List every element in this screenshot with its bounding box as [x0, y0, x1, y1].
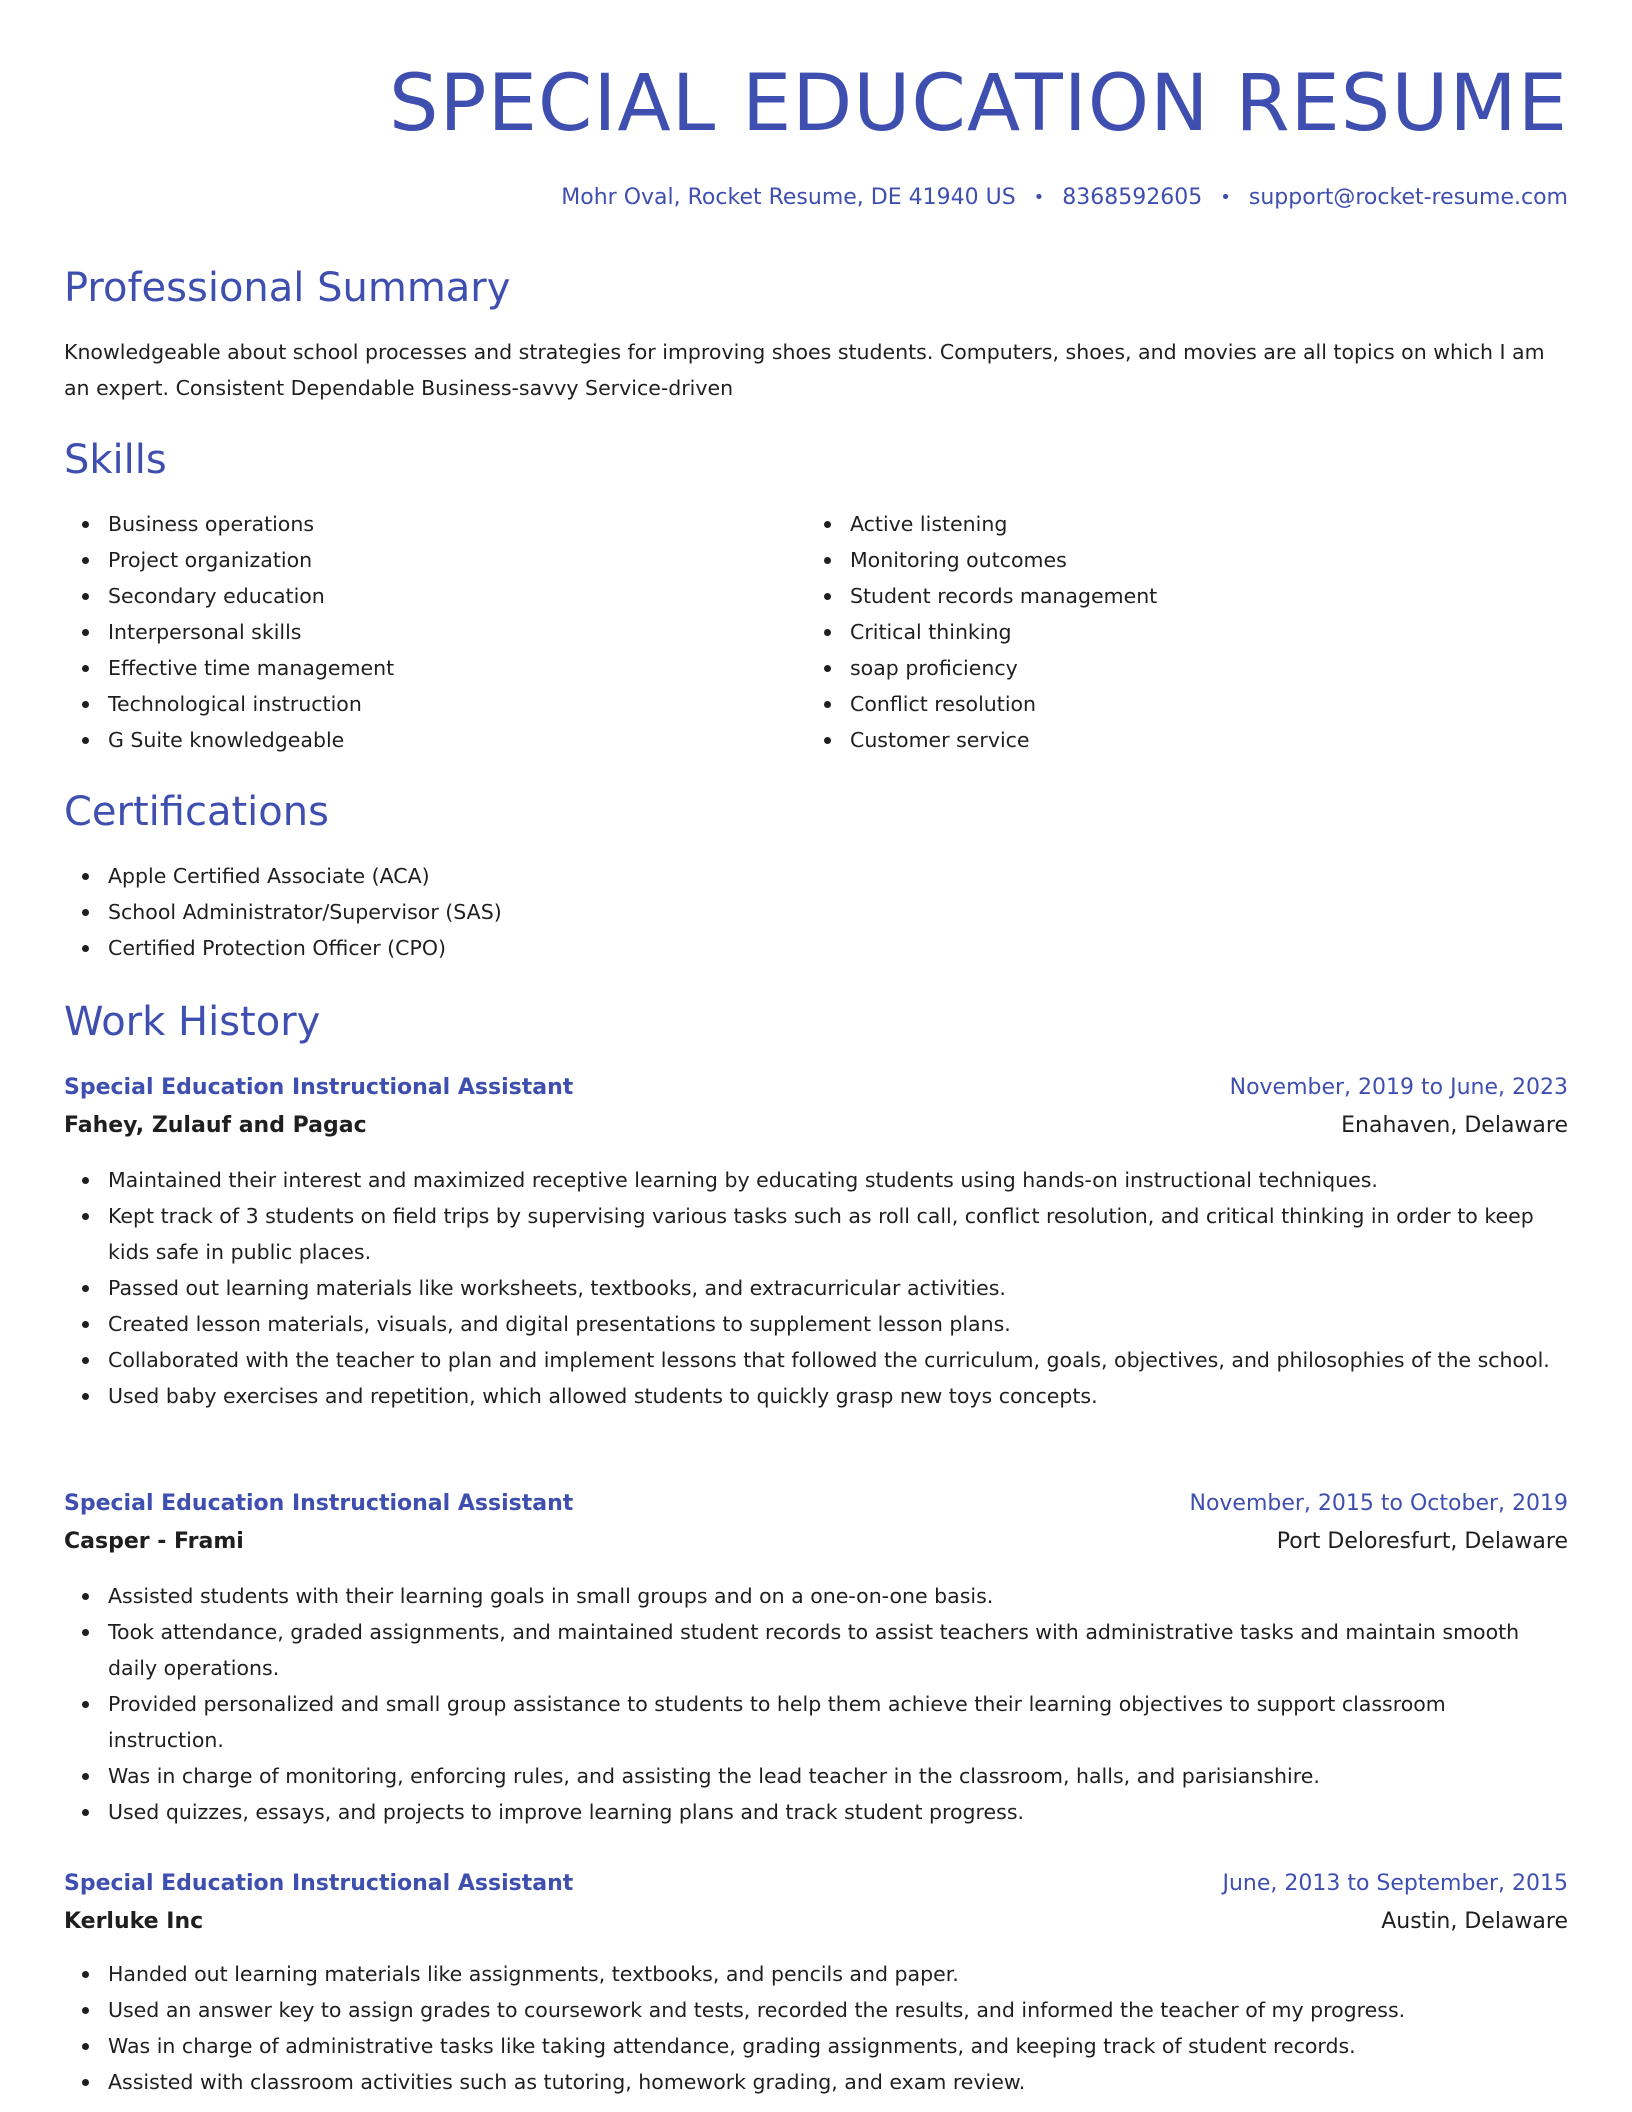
- job-location: Enahaven, Delaware: [1341, 1113, 1568, 1138]
- job-bullet: Used quizzes, essays, and projects to improve learning plans and track student progress.: [64, 1794, 1568, 1830]
- skills-heading: Skills: [64, 437, 167, 483]
- resume-page: [64, 0, 1568, 2112]
- job-dates: November, 2019 to June, 2023: [1229, 1075, 1568, 1100]
- skill-item: Customer service: [806, 722, 1546, 758]
- job-location: Port Deloresfurt, Delaware: [1276, 1529, 1568, 1554]
- skill-item: Business operations: [64, 506, 804, 542]
- summary-heading: Professional Summary: [64, 265, 511, 311]
- skill-item: Monitoring outcomes: [806, 542, 1546, 578]
- skills-list-right: [806, 506, 1546, 758]
- certifications-list: [64, 858, 1568, 966]
- skill-item: Secondary education: [64, 578, 804, 614]
- skill-item: Technological instruction: [64, 686, 804, 722]
- skill-item: Effective time management: [64, 650, 804, 686]
- job-company: Casper - Frami: [64, 1529, 244, 1554]
- job-bullets: [64, 1578, 1568, 1830]
- job-bullet: Took attendance, graded assignments, and maintained student records to assist teachers with administrative tasks and maintain smooth daily operations.: [64, 1614, 1568, 1686]
- skill-item: Critical thinking: [806, 614, 1546, 650]
- certification-item: Apple Certified Associate (ACA): [64, 858, 1568, 894]
- certifications-heading: Certifications: [64, 789, 329, 835]
- job-bullet: Was in charge of monitoring, enforcing rules, and assisting the lead teacher in the classroom, halls, and parisianshire.: [64, 1758, 1568, 1794]
- skill-item: Project organization: [64, 542, 804, 578]
- job-title: Special Education Instructional Assistant: [64, 1075, 574, 1100]
- job-bullet: Collaborated with the teacher to plan and implement lessons that followed the curriculum, goals, objectives, and philosophies of the school.: [64, 1342, 1568, 1378]
- job-bullets: [64, 1956, 1568, 2100]
- job-bullet: Used baby exercises and repetition, which allowed students to quickly grasp new toys concepts.: [64, 1378, 1568, 1414]
- job-bullet: Created lesson materials, visuals, and digital presentations to supplement lesson plans.: [64, 1306, 1568, 1342]
- skill-item: Student records management: [806, 578, 1546, 614]
- job-header: [64, 1070, 1568, 1148]
- job-bullet: Kept track of 3 students on field trips by supervising various tasks such as roll call, conflict resolution, and critical thinking in order to keep kids safe in public places.: [64, 1198, 1568, 1270]
- job-title: Special Education Instructional Assistant: [64, 1871, 574, 1896]
- job-dates: November, 2015 to October, 2019: [1189, 1491, 1568, 1516]
- skills-list-left: [64, 506, 804, 758]
- work-history-heading: Work History: [64, 999, 321, 1045]
- resume-title: SPECIAL EDUCATION RESUME: [389, 59, 1568, 149]
- job-bullet: Assisted students with their learning goals in small groups and on a one-on-one basis.: [64, 1578, 1568, 1614]
- job-header: [64, 1866, 1568, 1944]
- skill-item: soap proficiency: [806, 650, 1546, 686]
- job-bullet: Assisted with classroom activities such as tutoring, homework grading, and exam review.: [64, 2064, 1568, 2100]
- contact-email[interactable]: support@rocket-resume.com: [1248, 185, 1568, 210]
- contact-separator: •: [1220, 187, 1231, 208]
- summary-text: Knowledgeable about school processes and strategies for improving shoes students. Computers, shoes, and movies are all topics on which I am an expert. Consistent Dependable Business-savvy Service-driven: [64, 340, 1545, 400]
- job-company: Fahey, Zulauf and Pagac: [64, 1113, 367, 1138]
- contact-line: [561, 182, 1568, 214]
- skill-item: Active listening: [806, 506, 1546, 542]
- job-bullets: [64, 1162, 1568, 1414]
- job-title: Special Education Instructional Assistant: [64, 1491, 574, 1516]
- job-bullet: Was in charge of administrative tasks like taking attendance, grading assignments, and keeping track of student records.: [64, 2028, 1568, 2064]
- job-dates: June, 2013 to September, 2015: [1222, 1871, 1568, 1896]
- skill-item: G Suite knowledgeable: [64, 722, 804, 758]
- job-bullet: Handed out learning materials like assignments, textbooks, and pencils and paper.: [64, 1956, 1568, 1992]
- contact-separator: •: [1033, 187, 1045, 208]
- skill-item: Interpersonal skills: [64, 614, 804, 650]
- skill-item: Conflict resolution: [806, 686, 1546, 722]
- certification-item: School Administrator/Supervisor (SAS): [64, 894, 1568, 930]
- job-bullet: Provided personalized and small group assistance to students to help them achieve their learning objectives to support classroom instruction.: [64, 1686, 1568, 1758]
- job-bullet: Used an answer key to assign grades to coursework and tests, recorded the results, and informed the teacher of my progress.: [64, 1992, 1568, 2028]
- contact-address: Mohr Oval, Rocket Resume, DE 41940 US: [561, 185, 1016, 210]
- job-location: Austin, Delaware: [1381, 1909, 1568, 1934]
- job-bullet: Passed out learning materials like worksheets, textbooks, and extracurricular activities.: [64, 1270, 1568, 1306]
- certification-item: Certified Protection Officer (CPO): [64, 930, 1568, 966]
- contact-phone: 8368592605: [1062, 185, 1203, 210]
- job-company: Kerluke Inc: [64, 1909, 204, 1934]
- job-header: [64, 1486, 1568, 1564]
- job-bullet: Maintained their interest and maximized receptive learning by educating students using hands-on instructional techniques.: [64, 1162, 1568, 1198]
